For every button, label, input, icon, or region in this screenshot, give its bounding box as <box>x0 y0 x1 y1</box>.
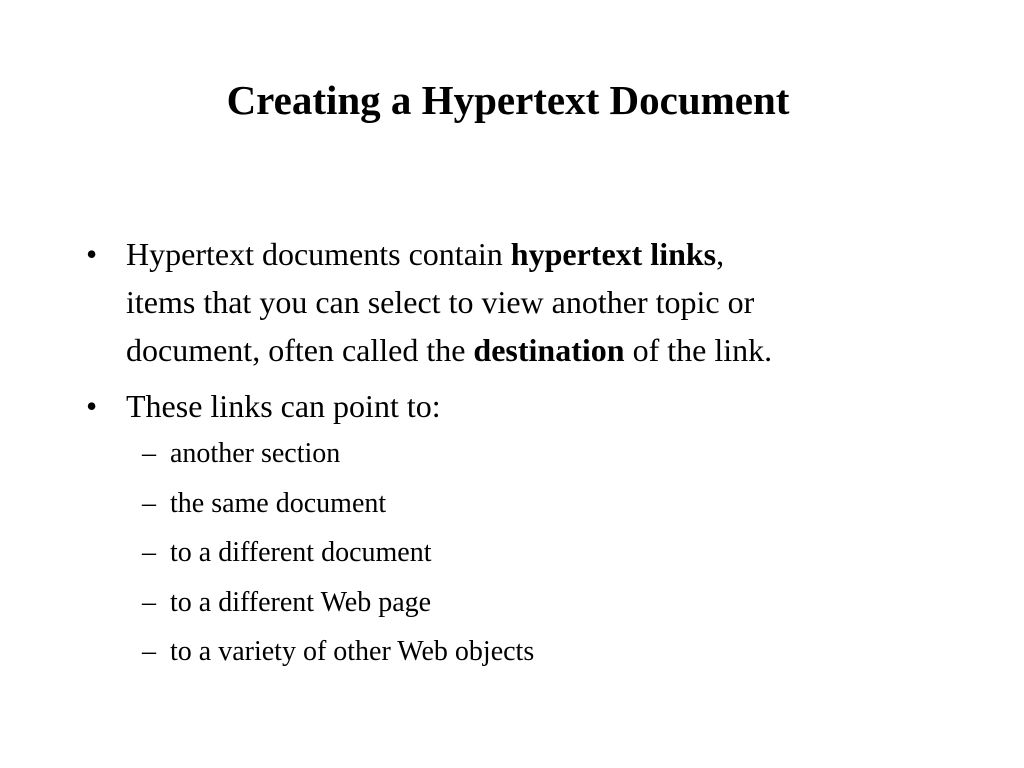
bullet-text: These links can point to: <box>126 388 441 424</box>
sub-item-text: to a different Web page <box>170 586 432 618</box>
bullet-links-point-to <box>86 382 986 430</box>
bullet-line-1 <box>126 230 986 278</box>
bullet-marker: • <box>86 388 98 424</box>
text-segment: , <box>716 236 725 272</box>
dash-marker: – <box>142 438 156 469</box>
sub-item-another-section <box>86 438 986 488</box>
sub-bullet-list <box>86 438 986 686</box>
sub-item-other-web-objects <box>86 636 986 686</box>
dash-marker: – <box>142 487 156 519</box>
sub-item-different-document <box>86 537 986 587</box>
dash-marker: – <box>142 537 156 568</box>
sub-item-text: to a different document <box>170 537 432 568</box>
bold-term-destination: destination <box>473 332 625 368</box>
slide-body <box>86 230 986 686</box>
text-segment: of the link. <box>624 332 773 368</box>
sub-item-same-document <box>86 488 986 538</box>
dash-marker: – <box>142 636 156 667</box>
text-segment: Hypertext documents contain <box>126 236 511 272</box>
sub-item-text: the same document <box>170 487 387 519</box>
slide-title: Creating a Hypertext Document <box>226 77 790 123</box>
text-segment: document, often called the <box>126 332 474 368</box>
sub-item-text: another section <box>170 438 341 469</box>
sub-item-different-web-page <box>86 587 986 637</box>
dash-marker: – <box>142 586 156 618</box>
bullet-line-3 <box>126 326 986 374</box>
bullet-hypertext-links <box>86 230 986 374</box>
sub-item-text: to a variety of other Web objects <box>170 636 535 667</box>
bullet-line-2: items that you can select to view another topic or <box>126 284 755 320</box>
bold-term-hypertext-links: hypertext links <box>510 236 717 272</box>
bullet-marker: • <box>86 236 98 272</box>
